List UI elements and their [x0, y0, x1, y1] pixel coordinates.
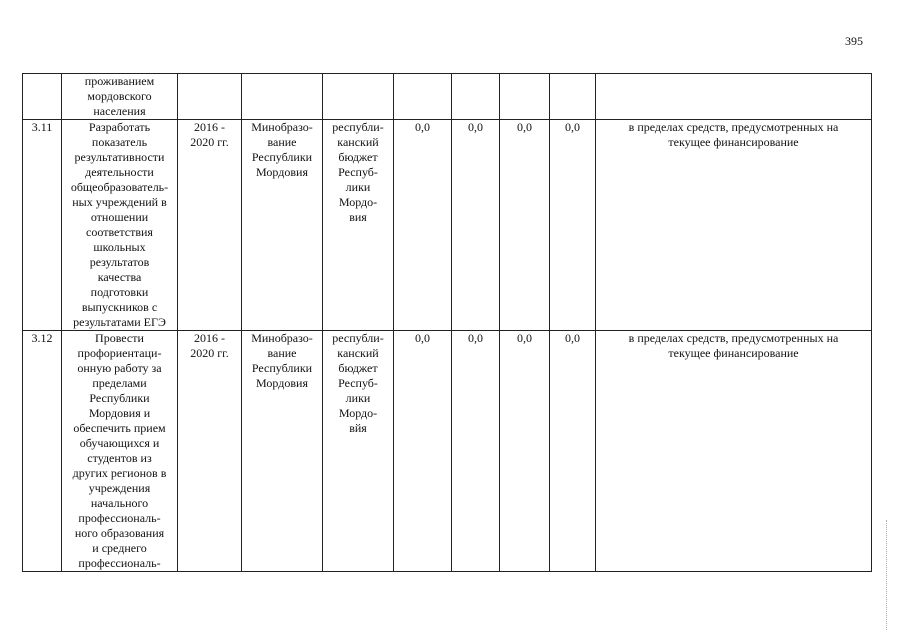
- executor-line: Минобразо-: [251, 120, 313, 134]
- source-line: лики: [345, 391, 371, 405]
- measure-line: студентов из: [87, 451, 152, 465]
- source-line: канский: [337, 135, 379, 149]
- source-line: лики: [345, 180, 371, 194]
- source-line: Респуб-: [338, 165, 378, 179]
- source-line: вйя: [349, 421, 367, 435]
- source-line: республи-: [332, 331, 384, 345]
- source-line: Мордо-: [338, 195, 378, 209]
- row-number: 3.11: [23, 120, 62, 331]
- measure-line: отношении: [90, 210, 149, 224]
- measure-line: результативности: [74, 150, 165, 164]
- period-line: 2020 гг.: [190, 135, 229, 149]
- note-cell: [596, 331, 872, 572]
- measure-line: ных учреждений в: [72, 195, 167, 209]
- period-cell: [178, 120, 242, 331]
- measure-line: проживанием: [84, 74, 155, 88]
- source-line: Мордо-: [338, 406, 378, 420]
- measure-line: результатов: [89, 255, 150, 269]
- value-cell: 0,0: [550, 120, 596, 331]
- value-cell: [500, 74, 550, 120]
- note-cell: [596, 120, 872, 331]
- measure-line: Мордовия и: [88, 406, 151, 420]
- value-cell: 0,0: [500, 120, 550, 331]
- executor-line: Республики: [251, 150, 313, 164]
- value-cell: 0,0: [452, 120, 500, 331]
- measure-cell: [62, 331, 178, 572]
- measure-line: общеобразователь-: [70, 180, 169, 194]
- executor-line: вание: [267, 346, 297, 360]
- measure-line: начального: [90, 496, 149, 510]
- note-cell: [596, 74, 872, 120]
- executor-cell: [242, 74, 323, 120]
- source-line: канский: [337, 346, 379, 360]
- table-row-3-11: [23, 120, 872, 331]
- executor-line: Мордовия: [256, 165, 308, 179]
- source-line: республи-: [332, 120, 384, 134]
- executor-line: Минобразо-: [251, 331, 313, 345]
- measure-cell: [62, 74, 178, 120]
- measure-line: профориентаци-: [77, 346, 162, 360]
- measure-line: мордовского: [87, 89, 152, 103]
- measure-line: ного образования: [74, 526, 165, 540]
- measure-line: деятельности: [85, 165, 154, 179]
- measure-line: Разработать: [88, 120, 151, 134]
- measure-line: соответствия: [86, 225, 153, 239]
- note-line: в пределах средств, предусмотренных на: [628, 120, 839, 134]
- row-number: [23, 74, 62, 120]
- scan-edge-marks: [886, 520, 895, 630]
- measure-line: Республики: [89, 391, 150, 405]
- measure-line: Провести: [95, 331, 144, 345]
- executor-line: Республики: [251, 361, 313, 375]
- measure-line: результатами ЕГЭ: [73, 315, 166, 329]
- measure-cell: [62, 120, 178, 331]
- value-cell: [550, 74, 596, 120]
- source-line: вия: [349, 210, 367, 224]
- executor-cell: [242, 331, 323, 572]
- program-measures-table: [22, 73, 872, 572]
- row-number: 3.12: [23, 331, 62, 572]
- value-cell: 0,0: [550, 331, 596, 572]
- measure-line: онную работу за: [77, 361, 162, 375]
- funding-source-cell: [323, 120, 394, 331]
- executor-line: Мордовия: [256, 376, 308, 390]
- measure-line: школьных: [93, 240, 146, 254]
- value-cell: 0,0: [394, 331, 452, 572]
- measure-line: населения: [93, 104, 146, 118]
- table-row-continuation: [23, 74, 872, 120]
- funding-source-cell: [323, 74, 394, 120]
- source-line: бюджет: [338, 150, 378, 164]
- measure-line: показатель: [91, 135, 148, 149]
- measure-line: выпускников с: [81, 300, 158, 314]
- note-line: текущее финансирование: [668, 346, 799, 360]
- funding-source-cell: [323, 331, 394, 572]
- measure-line: профессиональ-: [78, 556, 161, 570]
- measure-line: пределами: [92, 376, 147, 390]
- measure-line: обучающихся и: [79, 436, 160, 450]
- measure-line: других регионов в: [72, 466, 167, 480]
- value-cell: [452, 74, 500, 120]
- page-number: 395: [845, 34, 863, 48]
- value-cell: [394, 74, 452, 120]
- source-line: бюджет: [338, 361, 378, 375]
- measure-line: профессиональ-: [78, 511, 161, 525]
- measure-line: и среднего: [92, 541, 147, 555]
- period-line: 2016 -: [194, 120, 225, 134]
- value-cell: 0,0: [394, 120, 452, 331]
- value-cell: 0,0: [500, 331, 550, 572]
- value-cell: 0,0: [452, 331, 500, 572]
- period-line: 2020 гг.: [190, 346, 229, 360]
- period-cell: [178, 331, 242, 572]
- note-line: в пределах средств, предусмотренных на: [628, 331, 839, 345]
- measure-line: подготовки: [90, 285, 149, 299]
- period-cell: [178, 74, 242, 120]
- note-line: текущее финансирование: [668, 135, 799, 149]
- source-line: Респуб-: [338, 376, 378, 390]
- measure-line: обеспечить прием: [73, 421, 166, 435]
- period-line: 2016 -: [194, 331, 225, 345]
- measure-line: качества: [97, 270, 142, 284]
- measure-line: учреждения: [88, 481, 151, 495]
- executor-cell: [242, 120, 323, 331]
- executor-line: вание: [267, 135, 297, 149]
- table-row-3-12: [23, 331, 872, 572]
